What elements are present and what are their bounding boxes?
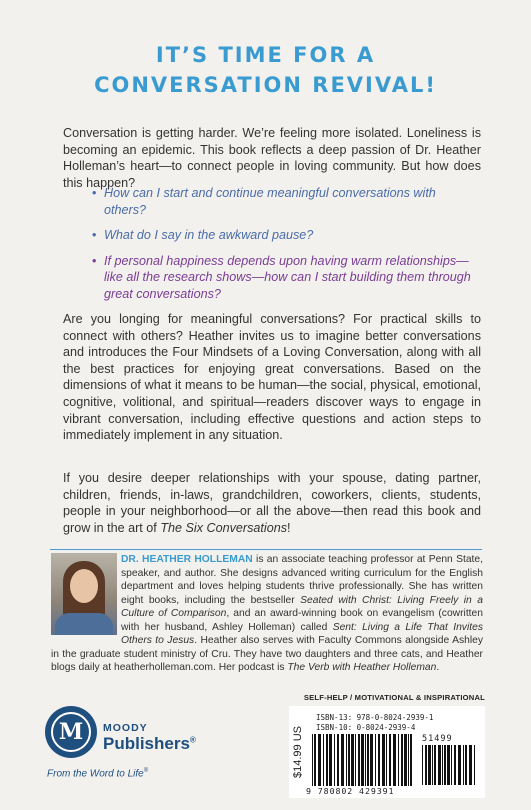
book-title: The Six Conversations <box>160 520 288 535</box>
ean-digits: 9 780802 429391 <box>306 786 395 796</box>
isbn-13: ISBN-13: 978-0-8024-2939-1 <box>316 713 434 722</box>
book-title-seated: Seated with Christ: Living Freely in a Culture of Comparison <box>121 594 483 619</box>
barcode-bar <box>346 734 347 786</box>
barcode-bar <box>425 745 427 785</box>
addon-barcode-icon <box>422 745 478 793</box>
barcode-bar <box>334 734 335 786</box>
barcode-bar <box>389 734 391 786</box>
isbn-10: ISBN-10: 0-8024-2939-4 <box>316 723 416 732</box>
logo-letter: M <box>51 712 91 752</box>
barcode-bar <box>444 745 446 785</box>
ean-barcode-icon <box>312 734 416 786</box>
question-list <box>92 185 472 312</box>
barcode-bar <box>351 734 354 786</box>
barcode-bar <box>361 734 364 786</box>
barcode-bar <box>410 734 412 786</box>
barcode-bar <box>438 745 441 785</box>
book-title-sent: Sent: Living a Life That Invites Others to Jesus <box>121 621 483 646</box>
barcode-bar <box>447 745 450 785</box>
barcode-bar <box>432 745 433 785</box>
barcode-bar <box>358 734 360 786</box>
barcode-bar <box>465 745 467 785</box>
author-bio: DR. HEATHER HOLLEMAN is an associate teaching professor at Penn State, speaker, and author. She designs advanced writing curriculum for the English department and loves helping students thrive professionally. She has written eight books, including the bestseller Seated with Christ: Living Freely in a Culture of Comparison, and an award-winning book on evangelism (cowritten with her husband, Ashley Holleman) called Sent: Living a Life That Invites Others to Jesus. Heather also serves with Faculty Commons alongside Ashley in the graduate student ministry of Cru. They have two daughters and three cats, and Heather blogs daily at heatherholleman.com. Her podcast is The Verb with Heather Holleman. <box>51 554 484 673</box>
barcode-bar <box>451 745 452 785</box>
barcode-bar <box>318 734 321 786</box>
category-label: SELF-HELP / MOTIVATIONAL & INSPIRATIONAL <box>303 693 485 702</box>
publisher-tagline: From the Word to Life® <box>47 768 149 780</box>
podcast-title: The Verb with Heather Holleman <box>287 662 437 673</box>
closing-punctuation: ! <box>287 520 291 535</box>
barcode-bar <box>458 745 461 785</box>
barcode-bar <box>326 734 328 786</box>
question-item: • What do I say in the awkward pause? <box>92 227 472 244</box>
barcode-bar <box>469 745 472 785</box>
question-item: • If personal happiness depends upon having warm relationships—like all the research shows—how can I start building them through great conversations? <box>92 253 472 303</box>
barcode-bar <box>355 734 356 786</box>
barcode-bar <box>401 734 403 786</box>
headline-line-1: IT’S TIME FOR A <box>155 43 376 67</box>
divider-rule <box>50 549 482 550</box>
barcode-bar <box>341 734 344 786</box>
barcode-bar <box>375 734 376 786</box>
barcode-bar <box>428 745 431 785</box>
barcode-bar <box>337 734 339 786</box>
barcode-bar <box>398 734 399 786</box>
barcode-bar <box>422 745 423 785</box>
barcode-bar <box>312 734 313 786</box>
barcode-bar <box>408 734 409 786</box>
closing-text: If you desire deeper relationships with your spouse, dating partner, children, friends, in-laws, grandchildren, coworkers, clients, students, people in your neighborhood—or all the above—then read this book and grow in the art of <box>63 471 481 535</box>
headline <box>0 40 531 100</box>
barcode-bar <box>323 734 324 786</box>
headline-line-2: CONVERSATION REVIVAL! <box>94 73 437 97</box>
barcode-bar <box>463 745 464 785</box>
author-name: DR. HEATHER HOLLEMAN <box>121 554 253 565</box>
barcode-bar <box>314 734 316 786</box>
barcode-bar <box>442 745 443 785</box>
barcode-bar <box>367 734 369 786</box>
barcode-bar <box>329 734 332 786</box>
price-label: $14.99 US <box>292 726 304 778</box>
price-addon-digits: 51499 <box>422 734 453 744</box>
publisher-name-top: MOODY <box>103 722 148 734</box>
barcode-bar <box>393 734 396 786</box>
barcode-bar <box>370 734 373 786</box>
barcode-bar <box>386 734 387 786</box>
barcode-bar <box>404 734 407 786</box>
closing-paragraph <box>63 470 481 536</box>
barcode-bar <box>454 745 456 785</box>
moody-logo-icon <box>45 706 97 758</box>
barcode-bar <box>382 734 385 786</box>
question-item: • How can I start and continue meaningful conversations with others? <box>92 185 472 218</box>
publisher-name: Publishers® <box>103 734 196 753</box>
description-paragraph: Are you longing for meaningful conversations? For practical skills to connect with others? Heather invites us to imagine better conversations and introduces the Four Mindsets of a Loving Conversation, along with all the best practices for enjoying great conversations. Based on the dimensions of what it means to be human—the social, physical, emotional, cognitive, volitional, and spiritual—readers discover ways to engage in vibrant conversation, including effective questions and action steps to immediately implement in any situation. <box>63 312 481 443</box>
barcode-bar <box>378 734 380 786</box>
barcode-bar <box>348 734 350 786</box>
intro-paragraph: Conversation is getting harder. We’re feeling more isolated. Loneliness is becoming an epidemic. This book reflects a deep passion of Dr. Heather Holleman’s heart—to connect people in loving community. But how does this happen? <box>63 126 481 190</box>
barcode-bar <box>365 734 366 786</box>
barcode-bar <box>434 745 436 785</box>
barcode-bar <box>474 745 475 785</box>
